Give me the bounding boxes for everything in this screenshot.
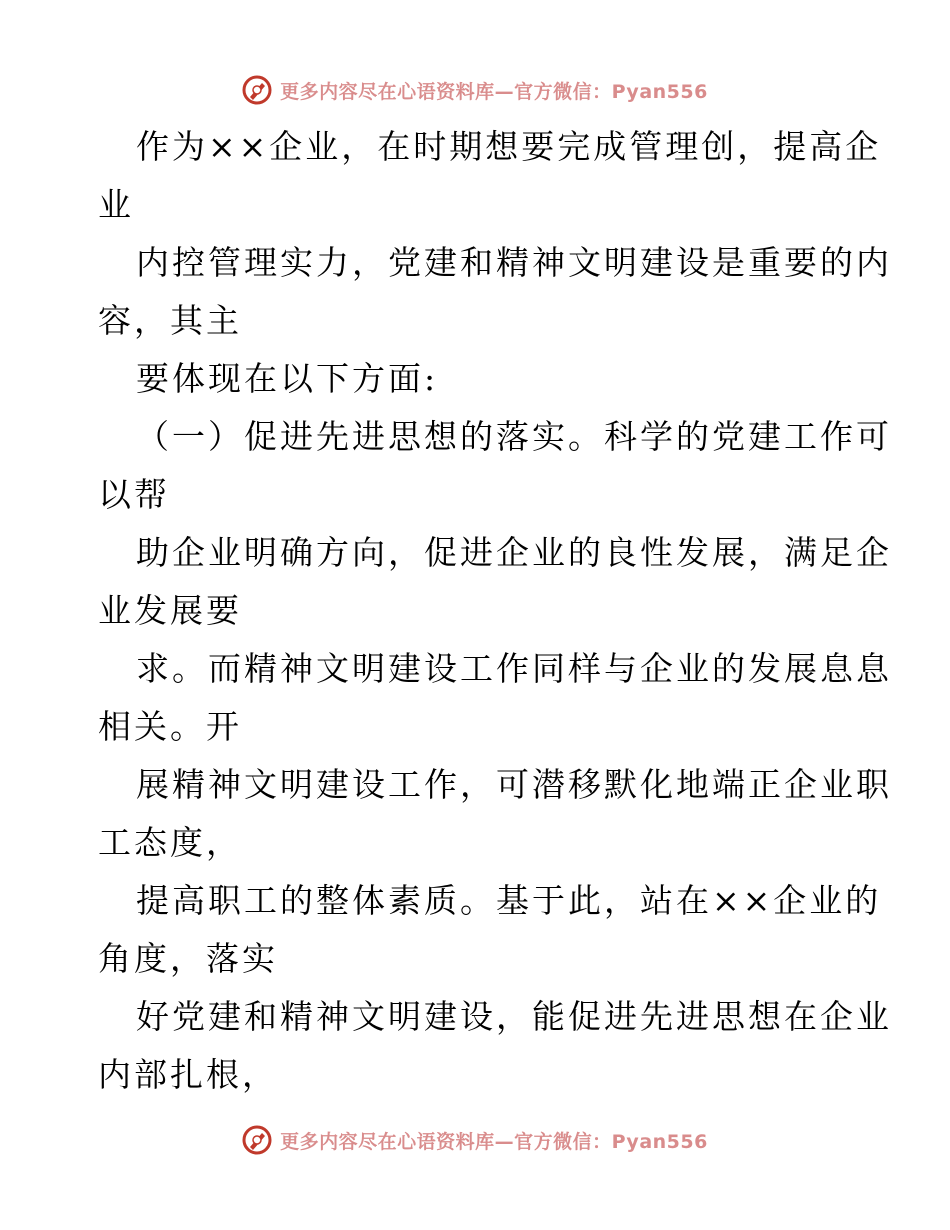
text-line: 工态度， [98, 823, 242, 862]
text-line: 业 [98, 185, 134, 224]
text-line: 内控管理实力，党建和精神文明建设是重要的内 [136, 243, 892, 282]
text-line: 角度，落实 [98, 939, 278, 978]
text-line: 容，其主 [98, 301, 242, 340]
text-line: 业发展要 [98, 591, 242, 630]
header-banner-text: 更多内容尽在心语资料库—官方微信：Pyan556 [280, 80, 708, 103]
text-line: 作为××企业，在时期想要完成管理创，提高企 [136, 127, 882, 166]
text-line: 好党建和精神文明建设，能促进先进思想在企业 [136, 997, 892, 1036]
footer-banner-text: 更多内容尽在心语资料库—官方微信：Pyan556 [280, 1130, 708, 1153]
pen-seal-icon [242, 75, 272, 105]
text-line: 助企业明确方向，促进企业的良性发展，满足企 [136, 533, 892, 572]
text-line: 提高职工的整体素质。基于此，站在××企业的 [136, 881, 882, 920]
header-banner [0, 70, 950, 110]
footer-banner [0, 1120, 950, 1160]
text-line: 内部扎根， [98, 1055, 278, 1094]
text-line: 相关。开 [98, 707, 242, 746]
text-line: 展精神文明建设工作，可潜移默化地端正企业职 [136, 765, 892, 804]
text-line: （一）促进先进思想的落实。科学的党建工作可 [136, 417, 892, 456]
pen-seal-icon [242, 1125, 272, 1155]
text-line: 以帮 [98, 475, 170, 514]
text-line: 要体现在以下方面: [136, 359, 439, 398]
document-body [98, 118, 892, 1104]
text-line: 求。而精神文明建设工作同样与企业的发展息息 [136, 649, 892, 688]
